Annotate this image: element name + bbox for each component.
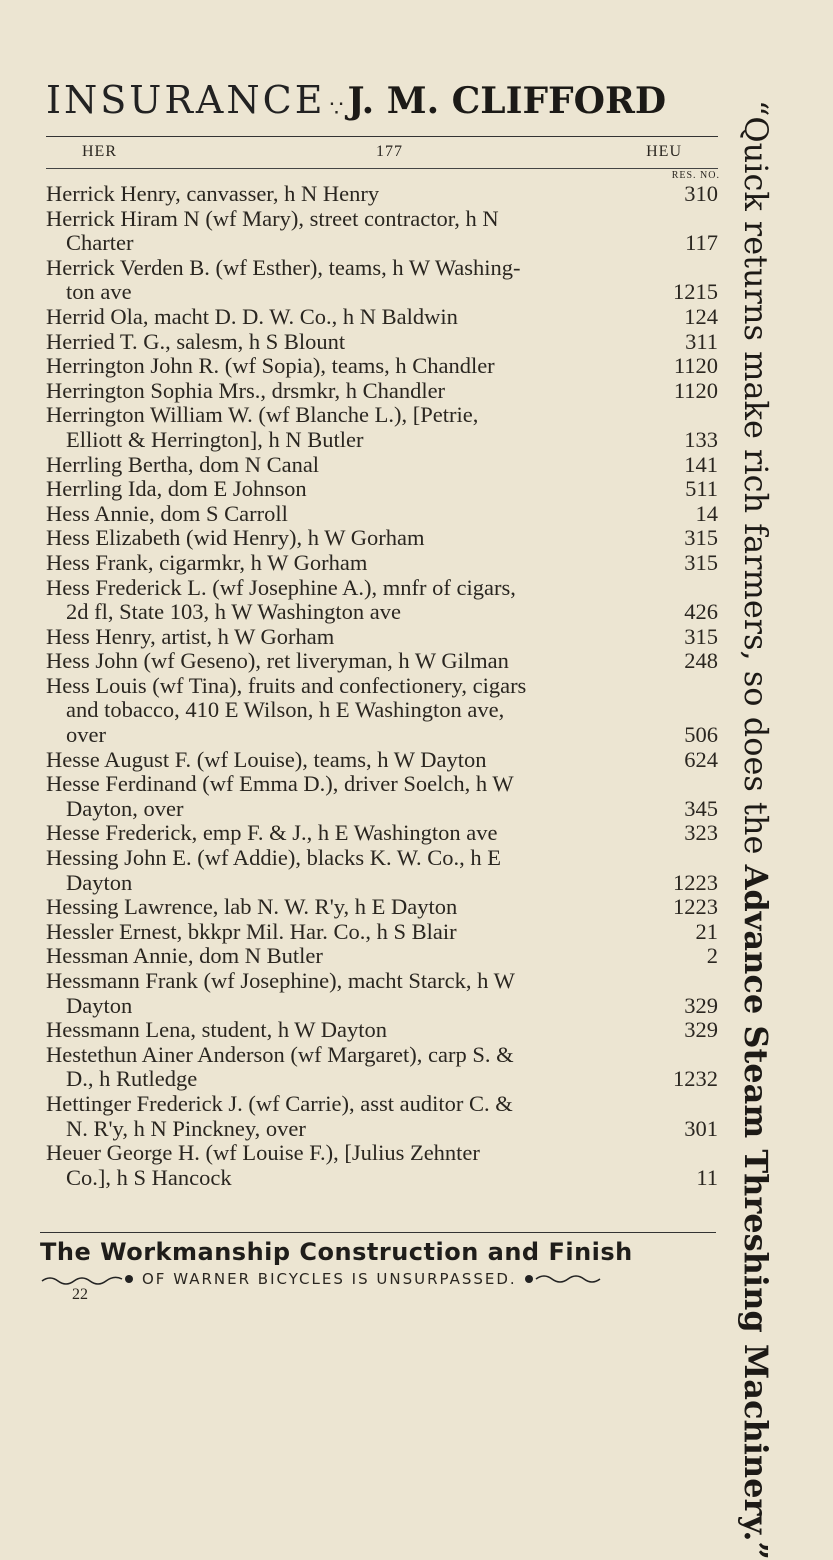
entry-line bbox=[46, 428, 718, 453]
directory-entry bbox=[46, 748, 718, 773]
entry-text: Herrington Sophia Mrs., drsmkr, h Chandler bbox=[46, 377, 446, 403]
entry-line bbox=[46, 477, 718, 502]
entry-line bbox=[46, 526, 718, 551]
running-head bbox=[46, 140, 718, 166]
directory-entry bbox=[46, 477, 718, 502]
residence-number: 426 bbox=[684, 599, 718, 625]
directory-entry bbox=[46, 821, 718, 846]
residence-number: 329 bbox=[684, 992, 718, 1018]
residence-number: 511 bbox=[685, 476, 718, 502]
entry-text: Hess Frederick L. (wf Josephine A.), mnfr of cigars, bbox=[46, 574, 516, 600]
header-ad-right: J. M. CLIFFORD bbox=[347, 80, 667, 122]
residence-number: 345 bbox=[684, 795, 718, 821]
entry-line bbox=[46, 1043, 718, 1068]
entry-line bbox=[46, 698, 718, 723]
entry-line bbox=[46, 1067, 718, 1092]
entry-line bbox=[46, 625, 718, 650]
entry-line bbox=[46, 969, 718, 994]
residence-number: 14 bbox=[695, 500, 718, 526]
entry-text: Hessing John E. (wf Addie), blacks K. W. Co., h E bbox=[46, 845, 501, 871]
directory-entry bbox=[46, 649, 718, 674]
entry-text: Herrington William W. (wf Blanche L.), [Petrie, bbox=[46, 402, 479, 428]
residence-number: 11 bbox=[696, 1164, 718, 1190]
entry-line bbox=[46, 305, 718, 330]
directory-entry bbox=[46, 1018, 718, 1043]
residence-number: 21 bbox=[695, 918, 718, 944]
header-ad-separator: ∵ bbox=[329, 96, 344, 122]
entry-line bbox=[46, 1018, 718, 1043]
directory-entry bbox=[46, 625, 718, 650]
directory-entry bbox=[46, 1141, 718, 1190]
entry-line bbox=[46, 748, 718, 773]
entry-line bbox=[46, 1141, 718, 1166]
entry-line bbox=[46, 723, 718, 748]
residence-number: 2 bbox=[706, 943, 718, 969]
entry-line bbox=[46, 354, 718, 379]
entry-text: Hessler Ernest, bkkpr Mil. Har. Co., h S Blair bbox=[46, 918, 457, 944]
entry-text: ton ave bbox=[66, 279, 132, 305]
directory-entry bbox=[46, 969, 718, 1018]
residence-number: 133 bbox=[684, 426, 718, 452]
entry-line bbox=[46, 256, 718, 281]
residence-number: 1120 bbox=[673, 353, 718, 379]
residence-number: 1223 bbox=[673, 869, 718, 895]
entry-line bbox=[46, 846, 718, 871]
directory-entry bbox=[46, 330, 718, 355]
residence-number: 506 bbox=[684, 722, 718, 748]
entry-text: Hessmann Lena, student, h W Dayton bbox=[46, 1017, 387, 1043]
directory-entry bbox=[46, 944, 718, 969]
entry-text: Hesse Ferdinand (wf Emma D.), driver Soelch, h W bbox=[46, 771, 514, 797]
entry-line bbox=[46, 944, 718, 969]
footer-subline bbox=[40, 1268, 716, 1290]
residence-number: 315 bbox=[684, 549, 718, 575]
residence-number: 248 bbox=[684, 648, 718, 674]
side-ad-text-b: Advance Steam Threshing Machinery.” bbox=[737, 864, 775, 1560]
footer-subline-text: OF WARNER BICYCLES IS UNSURPASSED. bbox=[142, 1270, 517, 1288]
side-ad-text-a: “Quick returns make rich farmers, so does the bbox=[737, 100, 775, 865]
entry-line bbox=[46, 182, 718, 207]
entry-text: Herrick Verden B. (wf Esther), teams, h W Washing- bbox=[46, 254, 521, 280]
entry-text: over bbox=[66, 722, 106, 748]
residence-number: 117 bbox=[685, 230, 718, 256]
left-flourish-icon bbox=[40, 1273, 136, 1285]
directory-entry bbox=[46, 182, 718, 207]
directory-entry bbox=[46, 354, 718, 379]
entry-text: Herrling Bertha, dom N Canal bbox=[46, 451, 320, 477]
residence-number: 315 bbox=[684, 623, 718, 649]
directory-entry bbox=[46, 526, 718, 551]
footer-rule bbox=[40, 1232, 716, 1233]
entry-line bbox=[46, 551, 718, 576]
entry-text: Hess Elizabeth (wid Henry), h W Gorham bbox=[46, 525, 425, 551]
entry-line bbox=[46, 920, 718, 945]
res-no-label: RES. NO. bbox=[671, 170, 720, 181]
directory-entry bbox=[46, 772, 718, 821]
directory-entry bbox=[46, 305, 718, 330]
entry-text: Herrick Henry, canvasser, h N Henry bbox=[46, 181, 380, 206]
entry-text: Hettinger Frederick J. (wf Carrie), asst auditor C. & bbox=[46, 1090, 513, 1116]
entry-line bbox=[46, 502, 718, 527]
directory-entry bbox=[46, 920, 718, 945]
directory-entry bbox=[46, 403, 718, 452]
entry-line bbox=[46, 379, 718, 404]
entry-text: Dayton bbox=[66, 869, 133, 895]
entry-text: D., h Rutledge bbox=[66, 1066, 198, 1092]
directory-entry bbox=[46, 453, 718, 478]
entry-line bbox=[46, 576, 718, 601]
running-head-page: 177 bbox=[376, 143, 403, 160]
entry-text: Herrling Ida, dom E Johnson bbox=[46, 476, 307, 502]
entry-text: Hesse August F. (wf Louise), teams, h W Dayton bbox=[46, 746, 487, 772]
residence-number: 624 bbox=[684, 746, 718, 772]
directory-entry bbox=[46, 674, 718, 748]
entry-text: Co.], h S Hancock bbox=[66, 1164, 232, 1190]
entry-line bbox=[46, 231, 718, 256]
residence-number: 315 bbox=[684, 525, 718, 551]
entry-line bbox=[46, 797, 718, 822]
entry-line bbox=[46, 207, 718, 232]
directory-entry bbox=[46, 1092, 718, 1141]
entry-line bbox=[46, 1117, 718, 1142]
entry-text: Hess John (wf Geseno), ret liveryman, h W Gilman bbox=[46, 648, 509, 674]
entry-text: Elliott & Herrington], h N Butler bbox=[66, 426, 364, 452]
entry-line bbox=[46, 600, 718, 625]
directory-entry bbox=[46, 1043, 718, 1092]
entry-text: Hestethun Ainer Anderson (wf Margaret), carp S. & bbox=[46, 1041, 514, 1067]
header-ad-left: INSURANCE bbox=[46, 78, 326, 122]
directory-entry bbox=[46, 846, 718, 895]
entry-text: 2d fl, State 103, h W Washington ave bbox=[66, 599, 402, 625]
entry-line bbox=[46, 330, 718, 355]
residence-number: 310 bbox=[684, 181, 718, 206]
header-advertisement bbox=[46, 78, 726, 136]
page-number: 22 bbox=[72, 1286, 88, 1303]
running-head-left: HER bbox=[82, 143, 117, 160]
residence-number: 1120 bbox=[673, 377, 718, 403]
residence-number: 311 bbox=[685, 328, 718, 354]
residence-number: 141 bbox=[684, 451, 718, 477]
entry-text: Charter bbox=[66, 230, 134, 256]
side-advertisement bbox=[734, 100, 778, 1560]
entry-text: Hessing Lawrence, lab N. W. R'y, h E Dayton bbox=[46, 894, 458, 920]
entry-text: Dayton, over bbox=[66, 795, 184, 821]
entry-text: Hess Louis (wf Tina), fruits and confectionery, cigars bbox=[46, 672, 527, 698]
entry-text: Herrington John R. (wf Sopia), teams, h Chandler bbox=[46, 353, 495, 379]
entry-line bbox=[46, 821, 718, 846]
entry-text: Dayton bbox=[66, 992, 133, 1018]
residence-number: 1223 bbox=[673, 894, 718, 920]
directory-entry bbox=[46, 207, 718, 256]
running-head-rule bbox=[46, 168, 718, 169]
directory-entry bbox=[46, 502, 718, 527]
entry-text: Hess Henry, artist, h W Gorham bbox=[46, 623, 335, 649]
entry-text: Herried T. G., salesm, h S Blount bbox=[46, 328, 346, 354]
entry-line bbox=[46, 1092, 718, 1117]
entry-line bbox=[46, 871, 718, 896]
entry-text: Hessmann Frank (wf Josephine), macht Starck, h W bbox=[46, 968, 515, 993]
entry-line bbox=[46, 1166, 718, 1191]
entry-line bbox=[46, 453, 718, 478]
entry-line bbox=[46, 674, 718, 699]
residence-number: 124 bbox=[684, 303, 718, 329]
residence-number: 323 bbox=[684, 820, 718, 846]
entry-text: Hesse Frederick, emp F. & J., h E Washington ave bbox=[46, 820, 498, 846]
residence-number: 329 bbox=[684, 1017, 718, 1043]
entry-text: and tobacco, 410 E Wilson, h E Washington ave, bbox=[66, 697, 505, 723]
entry-line bbox=[46, 772, 718, 797]
entry-line bbox=[46, 649, 718, 674]
residence-number: 1232 bbox=[673, 1066, 718, 1092]
entry-line bbox=[46, 280, 718, 305]
entry-line bbox=[46, 403, 718, 428]
entry-text: Hess Annie, dom S Carroll bbox=[46, 500, 288, 526]
directory-listing bbox=[46, 182, 718, 1190]
entry-text: N. R'y, h N Pinckney, over bbox=[66, 1115, 306, 1141]
residence-number: 301 bbox=[684, 1115, 718, 1141]
directory-entry bbox=[46, 256, 718, 305]
directory-entry bbox=[46, 895, 718, 920]
entry-text: Hessman Annie, dom N Butler bbox=[46, 943, 323, 969]
entry-text: Herrick Hiram N (wf Mary), street contractor, h N bbox=[46, 205, 499, 231]
footer-headline: The Workmanship Construction and Finish bbox=[40, 1238, 633, 1266]
right-flourish-icon bbox=[523, 1273, 603, 1285]
residence-number: 1215 bbox=[673, 279, 718, 305]
entry-text: Hess Frank, cigarmkr, h W Gorham bbox=[46, 549, 368, 575]
entry-text: Herrid Ola, macht D. D. W. Co., h N Baldwin bbox=[46, 303, 458, 329]
header-rule bbox=[46, 136, 718, 137]
entry-text: Heuer George H. (wf Louise F.), [Julius Zehnter bbox=[46, 1140, 480, 1166]
entry-line bbox=[46, 895, 718, 920]
directory-entry bbox=[46, 551, 718, 576]
directory-entry bbox=[46, 379, 718, 404]
directory-entry bbox=[46, 576, 718, 625]
running-head-right: HEU bbox=[646, 143, 682, 160]
entry-line bbox=[46, 994, 718, 1019]
